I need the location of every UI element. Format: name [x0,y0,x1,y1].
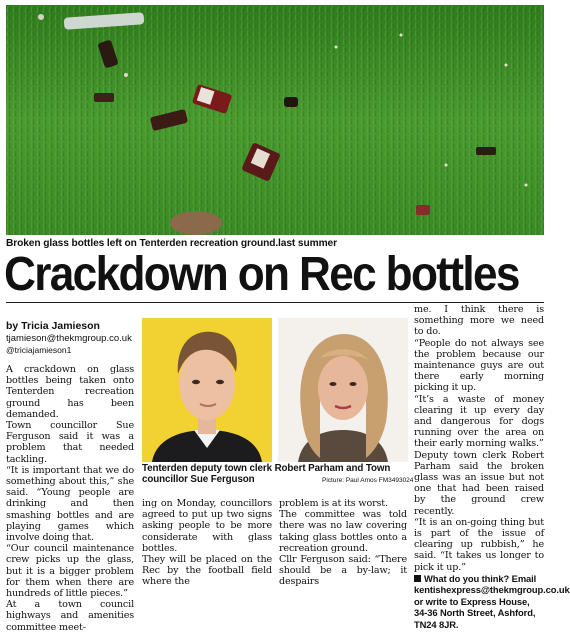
bullet-square-icon [414,575,421,582]
paragraph: Cllr Ferguson said: “There should be a by-law; it despairs [279,554,407,588]
paragraph: “Our council maintenance crew picks up the glass, but it is a bigger problem for them when there are hundreds of little pieces.” [6,543,134,600]
paragraph: “People do not always see the problem because our maintenance guys are out there early morning picking it up. [414,337,544,394]
article-column-2 [142,498,272,588]
portrait-robert-parham [142,318,272,462]
grass-with-bottles-image [6,5,544,235]
paragraph: me. I think there is something more we need to do. [414,304,544,338]
woman-portrait-image [278,318,408,462]
article-column-3 [279,498,407,588]
portraits-caption: Tenterden deputy town clerk Robert Parham and Town councillor Sue Ferguson [142,463,391,485]
photo-credit: Picture: Paul Amos FM3493024 [322,477,414,484]
article-column-4 [414,304,570,630]
cta-text: What do you think? Email kentishexpress@thekmgroup.co.uk or write to Express House, 34-36 North Street, Ashford, TN24 8JR. [414,572,570,630]
man-portrait-image [142,318,272,462]
paragraph: “It is important that we do something about this,” she said. “Young people are drinking and then smashing bottles and are playing games which involve doing that. [6,464,134,544]
article-column-1 [6,364,134,633]
paragraph: “It is an on-going thing but is part of the issue of clearing up rubbish,” he said. “It takes us longer to pick it up.” [414,516,544,573]
byline-name: by Tricia Jamieson [6,320,100,332]
paragraph: They will be placed on the Rec by the football field where the [142,554,272,588]
paragraph: At a town council highways and amenities committee meet- [6,599,134,633]
paragraph: A crackdown on glass bottles being taken onto Tenterden recreation ground has been demanded. [6,364,134,420]
photo-caption: Broken glass bottles left on Tenterden recreation ground.last summer [6,238,337,249]
headline-rule [6,302,544,303]
paragraph: ing on Monday, councillors agreed to put up two signs asking people to be more considerate with glass bottles. [142,498,272,554]
byline [6,320,134,356]
portrait-sue-ferguson [278,318,408,462]
lead-photo [6,5,544,235]
byline-email: tjamieson@thekmgroup.co.uk [6,333,132,344]
headline: Crackdown on Rec bottles [4,248,519,301]
paragraph: “It’s a waste of money clearing it up every day and dangerous for dogs running over the area on their early morning walks.” [414,393,544,450]
paragraph: The committee was told there was no law covering taking glass bottles onto a recreation ground. [279,509,407,554]
reader-feedback-callout [414,572,570,630]
paragraph: Town councillor Sue Ferguson said it was a problem that needed tackling. [6,420,134,465]
byline-twitter: @triciajamieson1 [6,345,72,355]
paragraph: Deputy town clerk Robert Parham said the broken glass was an issue but not one that had been raised by the ground crew recently. [414,449,544,517]
paragraph: problem is at its worst. [279,498,388,509]
